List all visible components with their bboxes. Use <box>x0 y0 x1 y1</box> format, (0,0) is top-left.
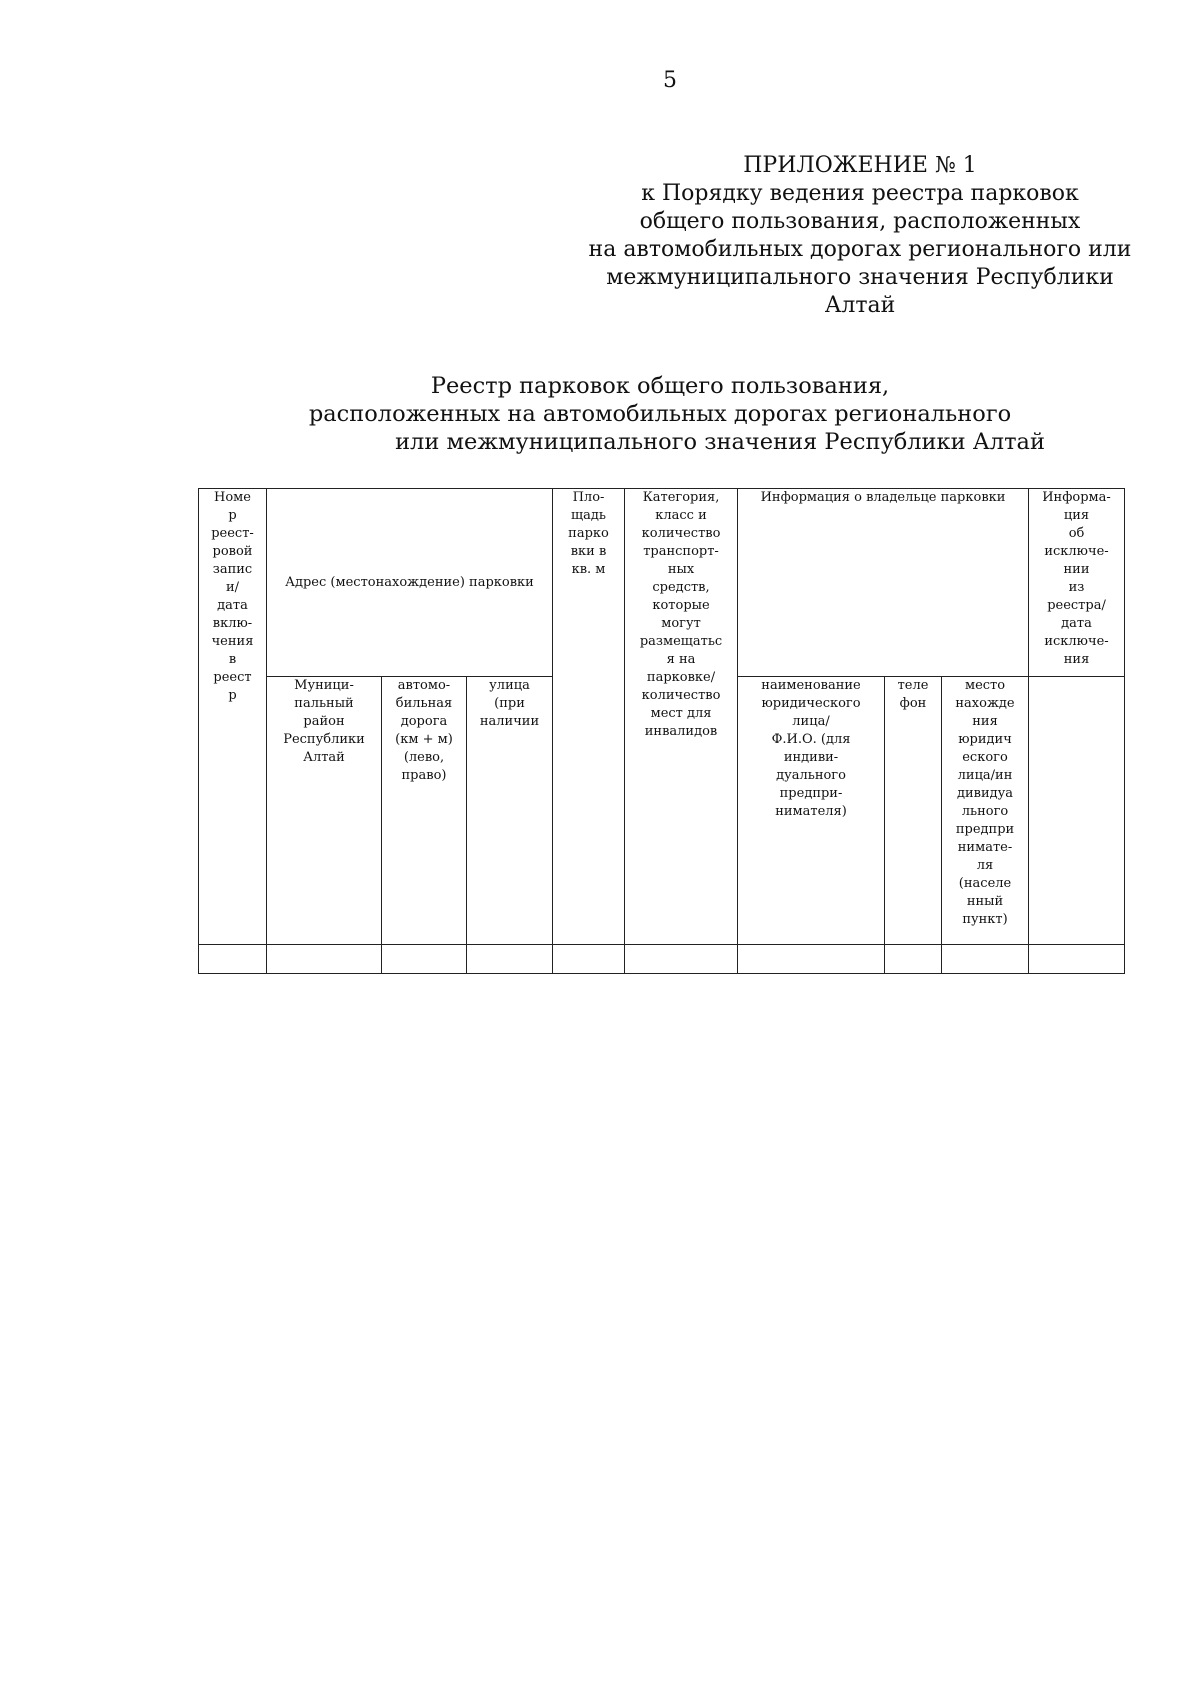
table-header-row <box>199 489 1125 677</box>
header-record-number-text: Номе р реест- ровой запис и/ дата вклю- чения в реест р <box>211 490 254 703</box>
registry-table <box>198 488 1125 974</box>
table-cell <box>625 945 738 974</box>
header-exclusion <box>1029 489 1125 677</box>
header-owner <box>738 489 1029 677</box>
subheader-phone <box>885 677 942 945</box>
header-address-text: Адрес (местонахождение) парковки <box>285 574 534 590</box>
subheader-street-text: улица (при наличии <box>479 678 540 729</box>
title-line: расположенных на автомобильных дорогах регионального <box>308 401 1012 427</box>
header-exclusion-text: Информа- ция об исключе- нии из реестра/ дата исключе- ния <box>1042 490 1111 667</box>
subheader-exclusion-empty <box>1029 677 1125 945</box>
appendix-line: на автомобильных дорогах регионального или <box>588 237 1132 262</box>
table-cell <box>553 945 625 974</box>
page-number: 5 <box>663 68 677 93</box>
title-line: Реестр парковок общего пользования, <box>430 373 890 399</box>
subheader-road-text: автомо- бильная дорога (км + м) (лево, право) <box>395 678 453 783</box>
subheader-road <box>382 677 467 945</box>
table-cell <box>738 945 885 974</box>
subheader-district <box>267 677 382 945</box>
title-line: или межмуниципального значения Республики Алтай <box>395 429 1045 455</box>
table-cell <box>199 945 267 974</box>
header-area-text: Пло- щадь парко вки в кв. м <box>568 490 609 577</box>
document-title <box>300 372 1060 456</box>
appendix-line: к Порядку ведения реестра парковок <box>641 181 1079 206</box>
header-area <box>553 489 625 945</box>
table-cell <box>942 945 1029 974</box>
subheader-owner-name <box>738 677 885 945</box>
header-category-text: Категория, класс и количество транспорт- ных средств, которые могут размещатьс я на парковке/ количество мест для инвалидов <box>639 490 723 739</box>
subheader-owner-name-text: наименование юридического лица/ Ф.И.О. (для индиви- дуального предпри- нимателя) <box>761 678 861 819</box>
appendix-line: Алтай <box>824 293 896 318</box>
appendix-line: общего пользования, расположенных <box>639 209 1081 234</box>
subheader-phone-text: теле фон <box>897 678 929 711</box>
header-category <box>625 489 738 945</box>
table-cell <box>1029 945 1125 974</box>
subheader-street <box>467 677 553 945</box>
table-cell <box>467 945 553 974</box>
subheader-location <box>942 677 1029 945</box>
table-row <box>199 945 1125 974</box>
table-cell <box>885 945 942 974</box>
appendix-heading <box>580 152 1140 320</box>
table-cell <box>382 945 467 974</box>
header-address <box>267 489 553 677</box>
subheader-location-text: место нахожде ния юридич еского лица/ин дивидуа льного предпри нимате- ля (населе нный пункт) <box>955 678 1015 927</box>
appendix-line: ПРИЛОЖЕНИЕ № 1 <box>743 153 977 178</box>
header-owner-text: Информация о владельце парковки <box>760 490 1006 505</box>
header-record-number <box>199 489 267 945</box>
appendix-line: межмуниципального значения Республики <box>606 265 1114 290</box>
subheader-district-text: Муници- пальный район Республики Алтай <box>283 678 365 765</box>
table-cell <box>267 945 382 974</box>
